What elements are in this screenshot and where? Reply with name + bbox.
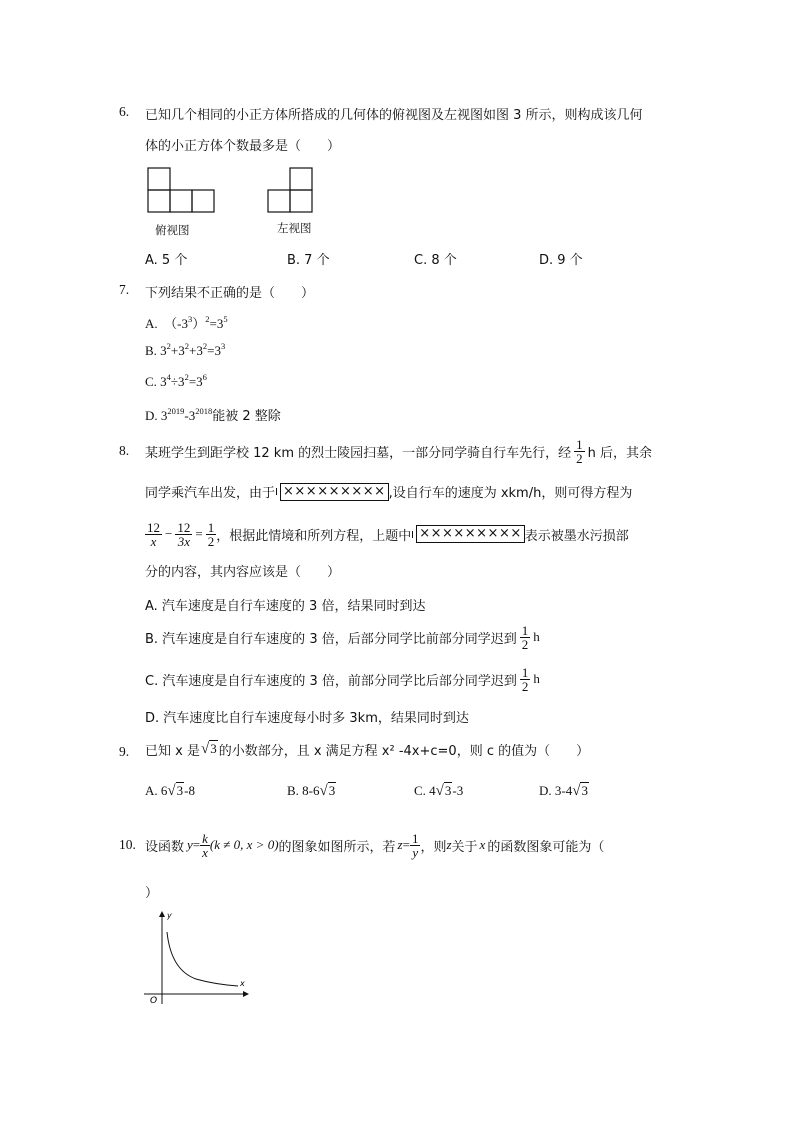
q7-option-b: B. $3^2+3^2+3^2=3^3$ xyxy=(145,340,226,358)
hyperbola-curve xyxy=(167,932,238,986)
x-axis-label: x xyxy=(240,979,245,988)
sqrt-3: √3 xyxy=(200,741,217,757)
q9-option-b: B. 8-6√3 xyxy=(287,783,336,799)
equation-term-half: $\frac{1}{2}$ xyxy=(207,519,215,549)
q9-option-a: A. 6√3-8 xyxy=(145,783,195,799)
q10-fraction-k-over-x: $\frac{k}{x}$ xyxy=(202,830,208,860)
q8-option-d: D. 汽车速度比自行车速度每小时多 3km，结果同时到达 xyxy=(145,711,469,726)
q9-option-d: D. 3-4√3 xyxy=(539,783,588,799)
q10-number: 10. xyxy=(119,837,136,852)
q6-stem-line2: 体的小正方体个数最多是（ ） xyxy=(145,139,341,154)
equation-term-12-over-x: $\frac{12}{x}$ xyxy=(147,519,160,549)
ink-blot-box-2: ××××××××× xyxy=(416,525,525,543)
q7-number: 7. xyxy=(119,282,130,297)
y-axis-label: y xyxy=(167,911,172,920)
q9-number: 9. xyxy=(119,744,130,759)
q6-option-a: A. 5 个 xyxy=(145,253,188,268)
q8-line2: 同学乘汽车出发，由于 ××××××××× ,设自行车的速度为 xkm/h，则可得方程为 xyxy=(145,483,633,501)
q7-option-c: C. $3^4\div 3^2=3^6$ xyxy=(145,371,207,389)
q8-line4: 分的内容，其内容应该是（ ） xyxy=(145,565,341,580)
q8-line1: 某班学生到距学校 12 km 的烈士陵园扫墓，一部分同学骑自行车先行，经 $\frac{1}{2}$ h 后，其余 xyxy=(145,436,653,466)
q9-option-c: C. 4√3-3 xyxy=(414,783,464,799)
q6-option-d: D. 9 个 xyxy=(539,253,583,268)
q10-stem-close: ） xyxy=(145,886,159,901)
q8-line3: $\frac{12}{x}$ − $\frac{12}{3x}$ = $\frac{1}{2}$ ，根据此情境和所列方程，上题中 ××××××××× 表示被墨水污损部 xyxy=(147,519,629,549)
origin-label: O xyxy=(150,996,158,1006)
q8-fraction-half: $\frac{1}{2}$ xyxy=(576,436,583,466)
q7-stem: 下列结果不正确的是（ ） xyxy=(145,286,315,301)
q8-option-c: C. 汽车速度是自行车速度的 3 倍，前部分同学比后部分同学迟到 $\frac{1}{2}$ h xyxy=(145,664,540,694)
q6-option-c: C. 8 个 xyxy=(414,253,457,268)
top-view-grid xyxy=(148,168,214,212)
equation-term-12-over-3x: $\frac{12}{3x}$ xyxy=(177,519,191,549)
q10-fraction-1-over-y: $\frac{1}{y}$ xyxy=(411,830,419,860)
left-view-grid xyxy=(268,168,312,212)
q6-stem-line1: 已知几个相同的小正方体所搭成的几何体的俯视图及左视图如图 3 所示，则构成该几何 xyxy=(145,108,643,123)
q7-option-a: A. $(-3^3)^2=3^5$ xyxy=(145,313,228,331)
q6-option-b: B. 7 个 xyxy=(287,253,330,268)
q10-graph xyxy=(140,906,260,1010)
q6-left-view-label: 左视图 xyxy=(277,221,312,235)
q8-option-b: B. 汽车速度是自行车速度的 3 倍，后部分同学比前部分同学迟到 $\frac{1}{2}$ h xyxy=(145,622,540,652)
q10-stem: 设函数 y = $\frac{k}{x}$ (k ≠ 0, x > 0) 的图象如图所示，若 z = $\frac{1}{y}$ ，则 z 关于 x 的函数图象可能为（ xyxy=(145,830,605,860)
q8-option-a: A. 汽车速度是自行车速度的 3 倍，结果同时到达 xyxy=(145,599,426,614)
q9-stem: 已知 x 是 √3 的小数部分，且 x 满足方程 x² -4x+c=0，则 c 的值为（ ） xyxy=(145,741,590,759)
q8-number: 8. xyxy=(119,443,130,458)
q6-top-view-label: 俯视图 xyxy=(155,223,190,237)
q7-option-d: D. $3^{2019}-3^{2018}$能被 2 整除 xyxy=(145,405,281,424)
q6-number: 6. xyxy=(119,104,130,119)
ink-blot-box: ××××××××× xyxy=(280,483,389,501)
